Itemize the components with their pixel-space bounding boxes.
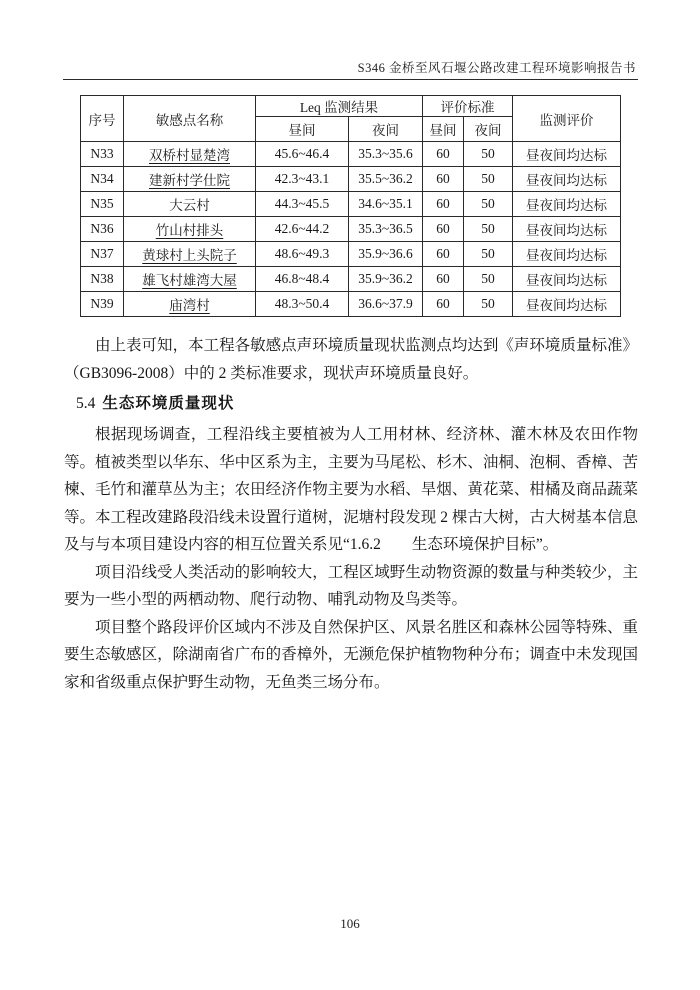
sensitive-point-id: N37 bbox=[81, 242, 124, 267]
table-row bbox=[81, 192, 621, 217]
body-text bbox=[64, 332, 638, 696]
evaluation-value: 昼夜间均达标 bbox=[513, 217, 621, 242]
header-rule bbox=[63, 79, 638, 80]
noise-monitoring-table bbox=[80, 95, 621, 317]
col-header-standard: 评价标准 bbox=[423, 96, 513, 117]
standard-day-value: 60 bbox=[423, 142, 464, 167]
standard-night-value: 50 bbox=[464, 192, 513, 217]
col-subheader-std-day: 昼间 bbox=[423, 117, 464, 142]
standard-day-value: 60 bbox=[423, 217, 464, 242]
table-row bbox=[81, 142, 621, 167]
leq-night-value: 35.9~36.6 bbox=[349, 242, 423, 267]
table-row bbox=[81, 292, 621, 317]
col-subheader-leq-night: 夜间 bbox=[349, 117, 423, 142]
leq-day-value: 48.6~49.3 bbox=[256, 242, 349, 267]
evaluation-value: 昼夜间均达标 bbox=[513, 292, 621, 317]
leq-night-value: 35.9~36.2 bbox=[349, 267, 423, 292]
standard-day-value: 60 bbox=[423, 167, 464, 192]
leq-night-value: 36.6~37.9 bbox=[349, 292, 423, 317]
table-row bbox=[81, 242, 621, 267]
sensitive-point-name-text: 双桥村显楚湾 bbox=[149, 148, 230, 163]
sensitive-point-name bbox=[124, 192, 256, 217]
leq-day-value: 42.3~43.1 bbox=[256, 167, 349, 192]
leq-night-value: 35.5~36.2 bbox=[349, 167, 423, 192]
table-row bbox=[81, 167, 621, 192]
evaluation-value: 昼夜间均达标 bbox=[513, 167, 621, 192]
sensitive-point-name-text: 竹山村排头 bbox=[155, 223, 224, 238]
paragraph-vegetation: 根据现场调查，工程沿线主要植被为人工用材林、经济林、灌木林及农田作物等。植被类型以华东、华中区系为主，主要为马尾松、杉木、油桐、泡桐、香樟、苦楝、毛竹和灌草丛为主；农田经济作物主要为水稻、旱烟、黄花菜、柑橘及商品蔬菜等。本工程改建路段沿线未设置行道树，泥塘村段发现 2 棵古大树，古大树基本信息及与与本项目建设内容的相互位置关系见“1.6.2 生态环境保护目标”。 bbox=[64, 426, 638, 553]
col-subheader-std-night: 夜间 bbox=[464, 117, 513, 142]
table-row bbox=[81, 267, 621, 292]
standard-night-value: 50 bbox=[464, 217, 513, 242]
leq-night-value: 35.3~35.6 bbox=[349, 142, 423, 167]
col-header-index: 序号 bbox=[81, 96, 124, 142]
evaluation-value: 昼夜间均达标 bbox=[513, 192, 621, 217]
col-header-leq: Leq 监测结果 bbox=[256, 96, 423, 117]
standard-day-value: 60 bbox=[423, 267, 464, 292]
sensitive-point-id: N33 bbox=[81, 142, 124, 167]
sensitive-point-name-text: 雄飞村雄湾大屋 bbox=[142, 273, 237, 288]
standard-night-value: 50 bbox=[464, 242, 513, 267]
standard-day-value: 60 bbox=[423, 242, 464, 267]
sensitive-point-id: N36 bbox=[81, 217, 124, 242]
section-heading bbox=[76, 393, 638, 415]
standard-day-value: 60 bbox=[423, 292, 464, 317]
sensitive-point-name bbox=[124, 267, 256, 292]
leq-day-value: 45.6~46.4 bbox=[256, 142, 349, 167]
sensitive-point-id: N35 bbox=[81, 192, 124, 217]
page-number: 106 bbox=[340, 916, 360, 931]
col-subheader-leq-day: 昼间 bbox=[256, 117, 349, 142]
paragraph-wildlife: 项目沿线受人类活动的影响较大，工程区域野生动物资源的数量与种类较少，主要为一些小型的两栖动物、爬行动物、哺乳动物及鸟类等。 bbox=[64, 563, 638, 608]
sensitive-point-name-text: 庙湾村 bbox=[169, 298, 210, 313]
col-header-evaluation: 监测评价 bbox=[513, 96, 621, 142]
leq-day-value: 42.6~44.2 bbox=[256, 217, 349, 242]
paragraph-noise-conclusion: 由上表可知，本工程各敏感点声环境质量现状监测点均达到《声环境质量标准》（GB3096-2008）中的 2 类标准要求，现状声环境质量良好。 bbox=[64, 337, 638, 382]
section-number: 5.4 bbox=[76, 395, 96, 412]
evaluation-value: 昼夜间均达标 bbox=[513, 142, 621, 167]
sensitive-point-name bbox=[124, 217, 256, 242]
sensitive-point-name bbox=[124, 242, 256, 267]
table-row bbox=[81, 217, 621, 242]
sensitive-point-name bbox=[124, 167, 256, 192]
leq-day-value: 44.3~45.5 bbox=[256, 192, 349, 217]
sensitive-point-name bbox=[124, 292, 256, 317]
standard-night-value: 50 bbox=[464, 142, 513, 167]
leq-day-value: 46.8~48.4 bbox=[256, 267, 349, 292]
sensitive-point-name bbox=[124, 142, 256, 167]
sensitive-point-id: N38 bbox=[81, 267, 124, 292]
sensitive-point-name-text: 大云村 bbox=[169, 198, 210, 213]
standard-night-value: 50 bbox=[464, 167, 513, 192]
sensitive-point-id: N39 bbox=[81, 292, 124, 317]
table-header-row-1 bbox=[81, 96, 621, 117]
standard-day-value: 60 bbox=[423, 192, 464, 217]
sensitive-point-id: N34 bbox=[81, 167, 124, 192]
standard-night-value: 50 bbox=[464, 267, 513, 292]
running-header: S346 金桥至风石堰公路改建工程环境影响报告书 bbox=[357, 61, 636, 75]
sensitive-point-name-text: 黄球村上头院子 bbox=[142, 248, 237, 263]
leq-night-value: 35.3~36.5 bbox=[349, 217, 423, 242]
evaluation-value: 昼夜间均达标 bbox=[513, 242, 621, 267]
col-header-name: 敏感点名称 bbox=[124, 96, 256, 142]
leq-night-value: 34.6~35.1 bbox=[349, 192, 423, 217]
sensitive-point-name-text: 建新村学仕院 bbox=[149, 173, 230, 188]
evaluation-value: 昼夜间均达标 bbox=[513, 267, 621, 292]
leq-day-value: 48.3~50.4 bbox=[256, 292, 349, 317]
paragraph-sensitive-areas: 项目整个路段评价区域内不涉及自然保护区、风景名胜区和森林公园等特殊、重要生态敏感区，除湖南省广布的香樟外，无濒危保护植物物种分布；调查中未发现国家和省级重点保护野生动物，无鱼类三场分布。 bbox=[64, 618, 638, 691]
section-title: 生态环境质量现状 bbox=[102, 395, 235, 412]
standard-night-value: 50 bbox=[464, 292, 513, 317]
